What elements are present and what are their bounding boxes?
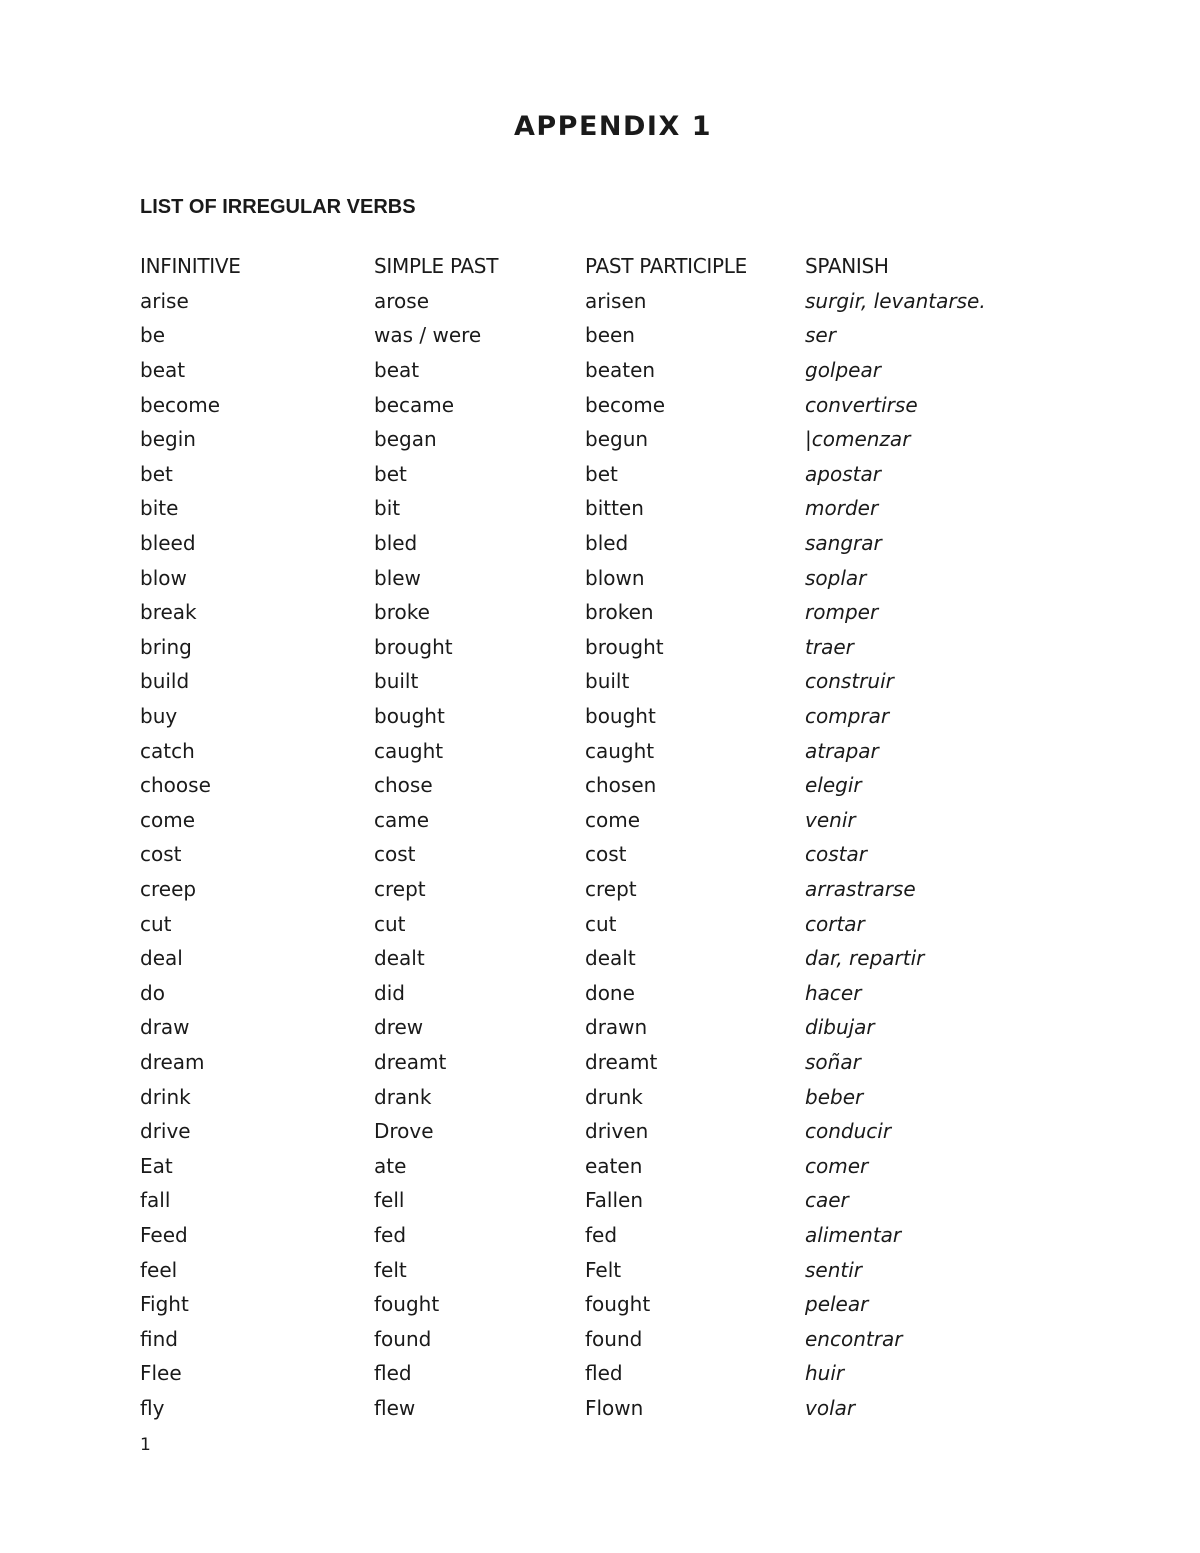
table-row: [140, 1010, 1040, 1045]
cell-infinitive: bring: [140, 634, 192, 659]
cell-simple-past: cost: [374, 842, 416, 867]
table-header-row: [140, 249, 1040, 284]
cell-spanish: construir: [805, 669, 894, 694]
cell-spanish: conducir: [805, 1119, 892, 1144]
cell-past-participle: fled: [585, 1361, 623, 1386]
table-row: [140, 1148, 1040, 1183]
cell-past-participle: caught: [585, 738, 655, 763]
cell-spanish: soñar: [805, 1049, 861, 1074]
cell-past-participle: crept: [585, 876, 637, 901]
cell-simple-past: drew: [374, 1015, 424, 1040]
cell-infinitive: creep: [140, 876, 197, 901]
cell-spanish: caer: [805, 1188, 849, 1213]
table-row: [140, 1079, 1040, 1114]
cell-spanish: comprar: [805, 704, 890, 729]
table-row: [140, 699, 1040, 734]
table-row: [140, 1391, 1040, 1426]
cell-past-participle: drawn: [585, 1015, 648, 1040]
cell-infinitive: Feed: [140, 1222, 188, 1247]
column-header-infinitive: INFINITIVE: [140, 254, 241, 279]
column-header-past-participle: PAST PARTICIPLE: [585, 254, 747, 279]
cell-spanish: beber: [805, 1084, 864, 1109]
cell-past-participle: Fallen: [585, 1188, 644, 1213]
table-body: [140, 284, 1040, 1426]
cell-simple-past: fed: [374, 1222, 407, 1247]
table-row: [140, 353, 1040, 388]
cell-simple-past: fell: [374, 1188, 405, 1213]
table-row: [140, 630, 1040, 665]
cell-infinitive: find: [140, 1326, 178, 1351]
cell-infinitive: catch: [140, 738, 195, 763]
table-row: [140, 1321, 1040, 1356]
cell-simple-past: blew: [374, 565, 421, 590]
table-row: [140, 803, 1040, 838]
cell-spanish: huir: [805, 1361, 845, 1386]
cell-past-participle: become: [585, 392, 666, 417]
cell-simple-past: broke: [374, 600, 430, 625]
cell-spanish: hacer: [805, 980, 862, 1005]
cell-past-participle: drunk: [585, 1084, 643, 1109]
cell-infinitive: Flee: [140, 1361, 182, 1386]
cell-simple-past: Drove: [374, 1119, 434, 1144]
cell-spanish: surgir, levantarse.: [805, 288, 986, 313]
table-row: [140, 664, 1040, 699]
cell-infinitive: bite: [140, 496, 179, 521]
section-subtitle: LIST OF IRREGULAR VERBS: [140, 196, 416, 218]
table-row: [140, 318, 1040, 353]
cell-simple-past: bought: [374, 704, 445, 729]
page-title: APPENDIX 1: [514, 111, 712, 142]
cell-simple-past: drank: [374, 1084, 432, 1109]
cell-simple-past: bled: [374, 531, 418, 556]
cell-infinitive: fall: [140, 1188, 171, 1213]
cell-infinitive: buy: [140, 704, 178, 729]
table-row: [140, 595, 1040, 630]
column-header-spanish: SPANISH: [805, 254, 889, 279]
cell-past-participle: brought: [585, 634, 664, 659]
table-row: [140, 491, 1040, 526]
cell-spanish: cortar: [805, 911, 865, 936]
cell-infinitive: do: [140, 980, 165, 1005]
cell-simple-past: was / were: [374, 323, 482, 348]
table-row: [140, 526, 1040, 561]
cell-infinitive: Fight: [140, 1292, 189, 1317]
cell-past-participle: begun: [585, 427, 649, 452]
cell-simple-past: did: [374, 980, 405, 1005]
cell-spanish: comer: [805, 1153, 869, 1178]
cell-simple-past: fought: [374, 1292, 440, 1317]
cell-simple-past: came: [374, 807, 430, 832]
cell-past-participle: bled: [585, 531, 629, 556]
cell-spanish: morder: [805, 496, 879, 521]
cell-past-participle: found: [585, 1326, 643, 1351]
table-row: [140, 1252, 1040, 1287]
cell-past-participle: driven: [585, 1119, 649, 1144]
cell-past-participle: beaten: [585, 358, 656, 383]
table-row: [140, 1356, 1040, 1391]
table-row: [140, 941, 1040, 976]
table-row: [140, 560, 1040, 595]
cell-past-participle: dreamt: [585, 1049, 658, 1074]
cell-spanish: traer: [805, 634, 854, 659]
cell-past-participle: dealt: [585, 946, 636, 971]
cell-past-participle: broken: [585, 600, 654, 625]
table-row: [140, 872, 1040, 907]
cell-spanish: pelear: [805, 1292, 869, 1317]
cell-infinitive: Eat: [140, 1153, 173, 1178]
cell-infinitive: arise: [140, 288, 189, 313]
cell-simple-past: arose: [374, 288, 429, 313]
cell-simple-past: felt: [374, 1257, 407, 1282]
cell-past-participle: cost: [585, 842, 627, 867]
cell-simple-past: built: [374, 669, 419, 694]
cell-spanish: sangrar: [805, 531, 882, 556]
cell-simple-past: began: [374, 427, 437, 452]
table-row: [140, 1287, 1040, 1322]
cell-past-participle: Flown: [585, 1395, 644, 1420]
cell-infinitive: begin: [140, 427, 196, 452]
table-row: [140, 837, 1040, 872]
cell-past-participle: eaten: [585, 1153, 643, 1178]
cell-infinitive: draw: [140, 1015, 190, 1040]
cell-spanish: costar: [805, 842, 867, 867]
cell-past-participle: fed: [585, 1222, 618, 1247]
table-row: [140, 1218, 1040, 1253]
cell-simple-past: dreamt: [374, 1049, 447, 1074]
cell-infinitive: deal: [140, 946, 183, 971]
table-row: [140, 422, 1040, 457]
cell-infinitive: bet: [140, 461, 173, 486]
table-row: [140, 906, 1040, 941]
cell-past-participle: Felt: [585, 1257, 622, 1282]
cell-past-participle: built: [585, 669, 630, 694]
cell-infinitive: come: [140, 807, 196, 832]
cell-simple-past: bet: [374, 461, 407, 486]
cell-simple-past: cut: [374, 911, 406, 936]
cell-simple-past: became: [374, 392, 455, 417]
cell-infinitive: cost: [140, 842, 182, 867]
cell-infinitive: build: [140, 669, 190, 694]
table-row: [140, 284, 1040, 319]
cell-spanish: apostar: [805, 461, 881, 486]
cell-past-participle: come: [585, 807, 641, 832]
cell-spanish: encontrar: [805, 1326, 903, 1351]
cell-simple-past: found: [374, 1326, 432, 1351]
cell-simple-past: crept: [374, 876, 426, 901]
cell-past-participle: bought: [585, 704, 656, 729]
cell-past-participle: blown: [585, 565, 645, 590]
cell-past-participle: arisen: [585, 288, 647, 313]
cell-infinitive: blow: [140, 565, 187, 590]
cell-past-participle: bet: [585, 461, 618, 486]
cell-past-participle: been: [585, 323, 635, 348]
cell-spanish: |comenzar: [805, 427, 911, 452]
cell-simple-past: dealt: [374, 946, 425, 971]
cell-simple-past: ate: [374, 1153, 407, 1178]
cell-past-participle: bitten: [585, 496, 644, 521]
cell-spanish: golpear: [805, 358, 881, 383]
cell-infinitive: drink: [140, 1084, 191, 1109]
cell-infinitive: break: [140, 600, 197, 625]
table-row: [140, 1045, 1040, 1080]
cell-spanish: convertirse: [805, 392, 918, 417]
cell-past-participle: cut: [585, 911, 617, 936]
cell-spanish: volar: [805, 1395, 856, 1420]
page-number: 1: [140, 1435, 151, 1455]
cell-simple-past: beat: [374, 358, 420, 383]
cell-spanish: atrapar: [805, 738, 879, 763]
cell-infinitive: feel: [140, 1257, 178, 1282]
cell-spanish: dibujar: [805, 1015, 875, 1040]
cell-spanish: venir: [805, 807, 856, 832]
cell-infinitive: dream: [140, 1049, 205, 1074]
cell-spanish: dar, repartir: [805, 946, 925, 971]
table-row: [140, 1114, 1040, 1149]
cell-spanish: ser: [805, 323, 836, 348]
cell-infinitive: become: [140, 392, 221, 417]
cell-spanish: soplar: [805, 565, 867, 590]
cell-simple-past: fled: [374, 1361, 412, 1386]
cell-spanish: elegir: [805, 773, 862, 798]
cell-simple-past: brought: [374, 634, 453, 659]
column-header-simple-past: SIMPLE PAST: [374, 254, 499, 279]
irregular-verbs-table: [140, 249, 1040, 1425]
table-row: [140, 1183, 1040, 1218]
cell-simple-past: flew: [374, 1395, 416, 1420]
table-row: [140, 457, 1040, 492]
cell-past-participle: fought: [585, 1292, 651, 1317]
table-row: [140, 733, 1040, 768]
cell-infinitive: cut: [140, 911, 172, 936]
table-row: [140, 768, 1040, 803]
cell-spanish: alimentar: [805, 1222, 902, 1247]
cell-spanish: arrastrarse: [805, 876, 916, 901]
cell-simple-past: bit: [374, 496, 401, 521]
cell-simple-past: caught: [374, 738, 444, 763]
cell-past-participle: done: [585, 980, 635, 1005]
cell-past-participle: chosen: [585, 773, 657, 798]
cell-spanish: sentir: [805, 1257, 863, 1282]
table-row: [140, 975, 1040, 1010]
cell-infinitive: fly: [140, 1395, 165, 1420]
table-row: [140, 387, 1040, 422]
cell-simple-past: chose: [374, 773, 433, 798]
cell-infinitive: bleed: [140, 531, 196, 556]
cell-spanish: romper: [805, 600, 879, 625]
cell-infinitive: be: [140, 323, 165, 348]
cell-infinitive: drive: [140, 1119, 191, 1144]
cell-infinitive: beat: [140, 358, 186, 383]
cell-infinitive: choose: [140, 773, 211, 798]
